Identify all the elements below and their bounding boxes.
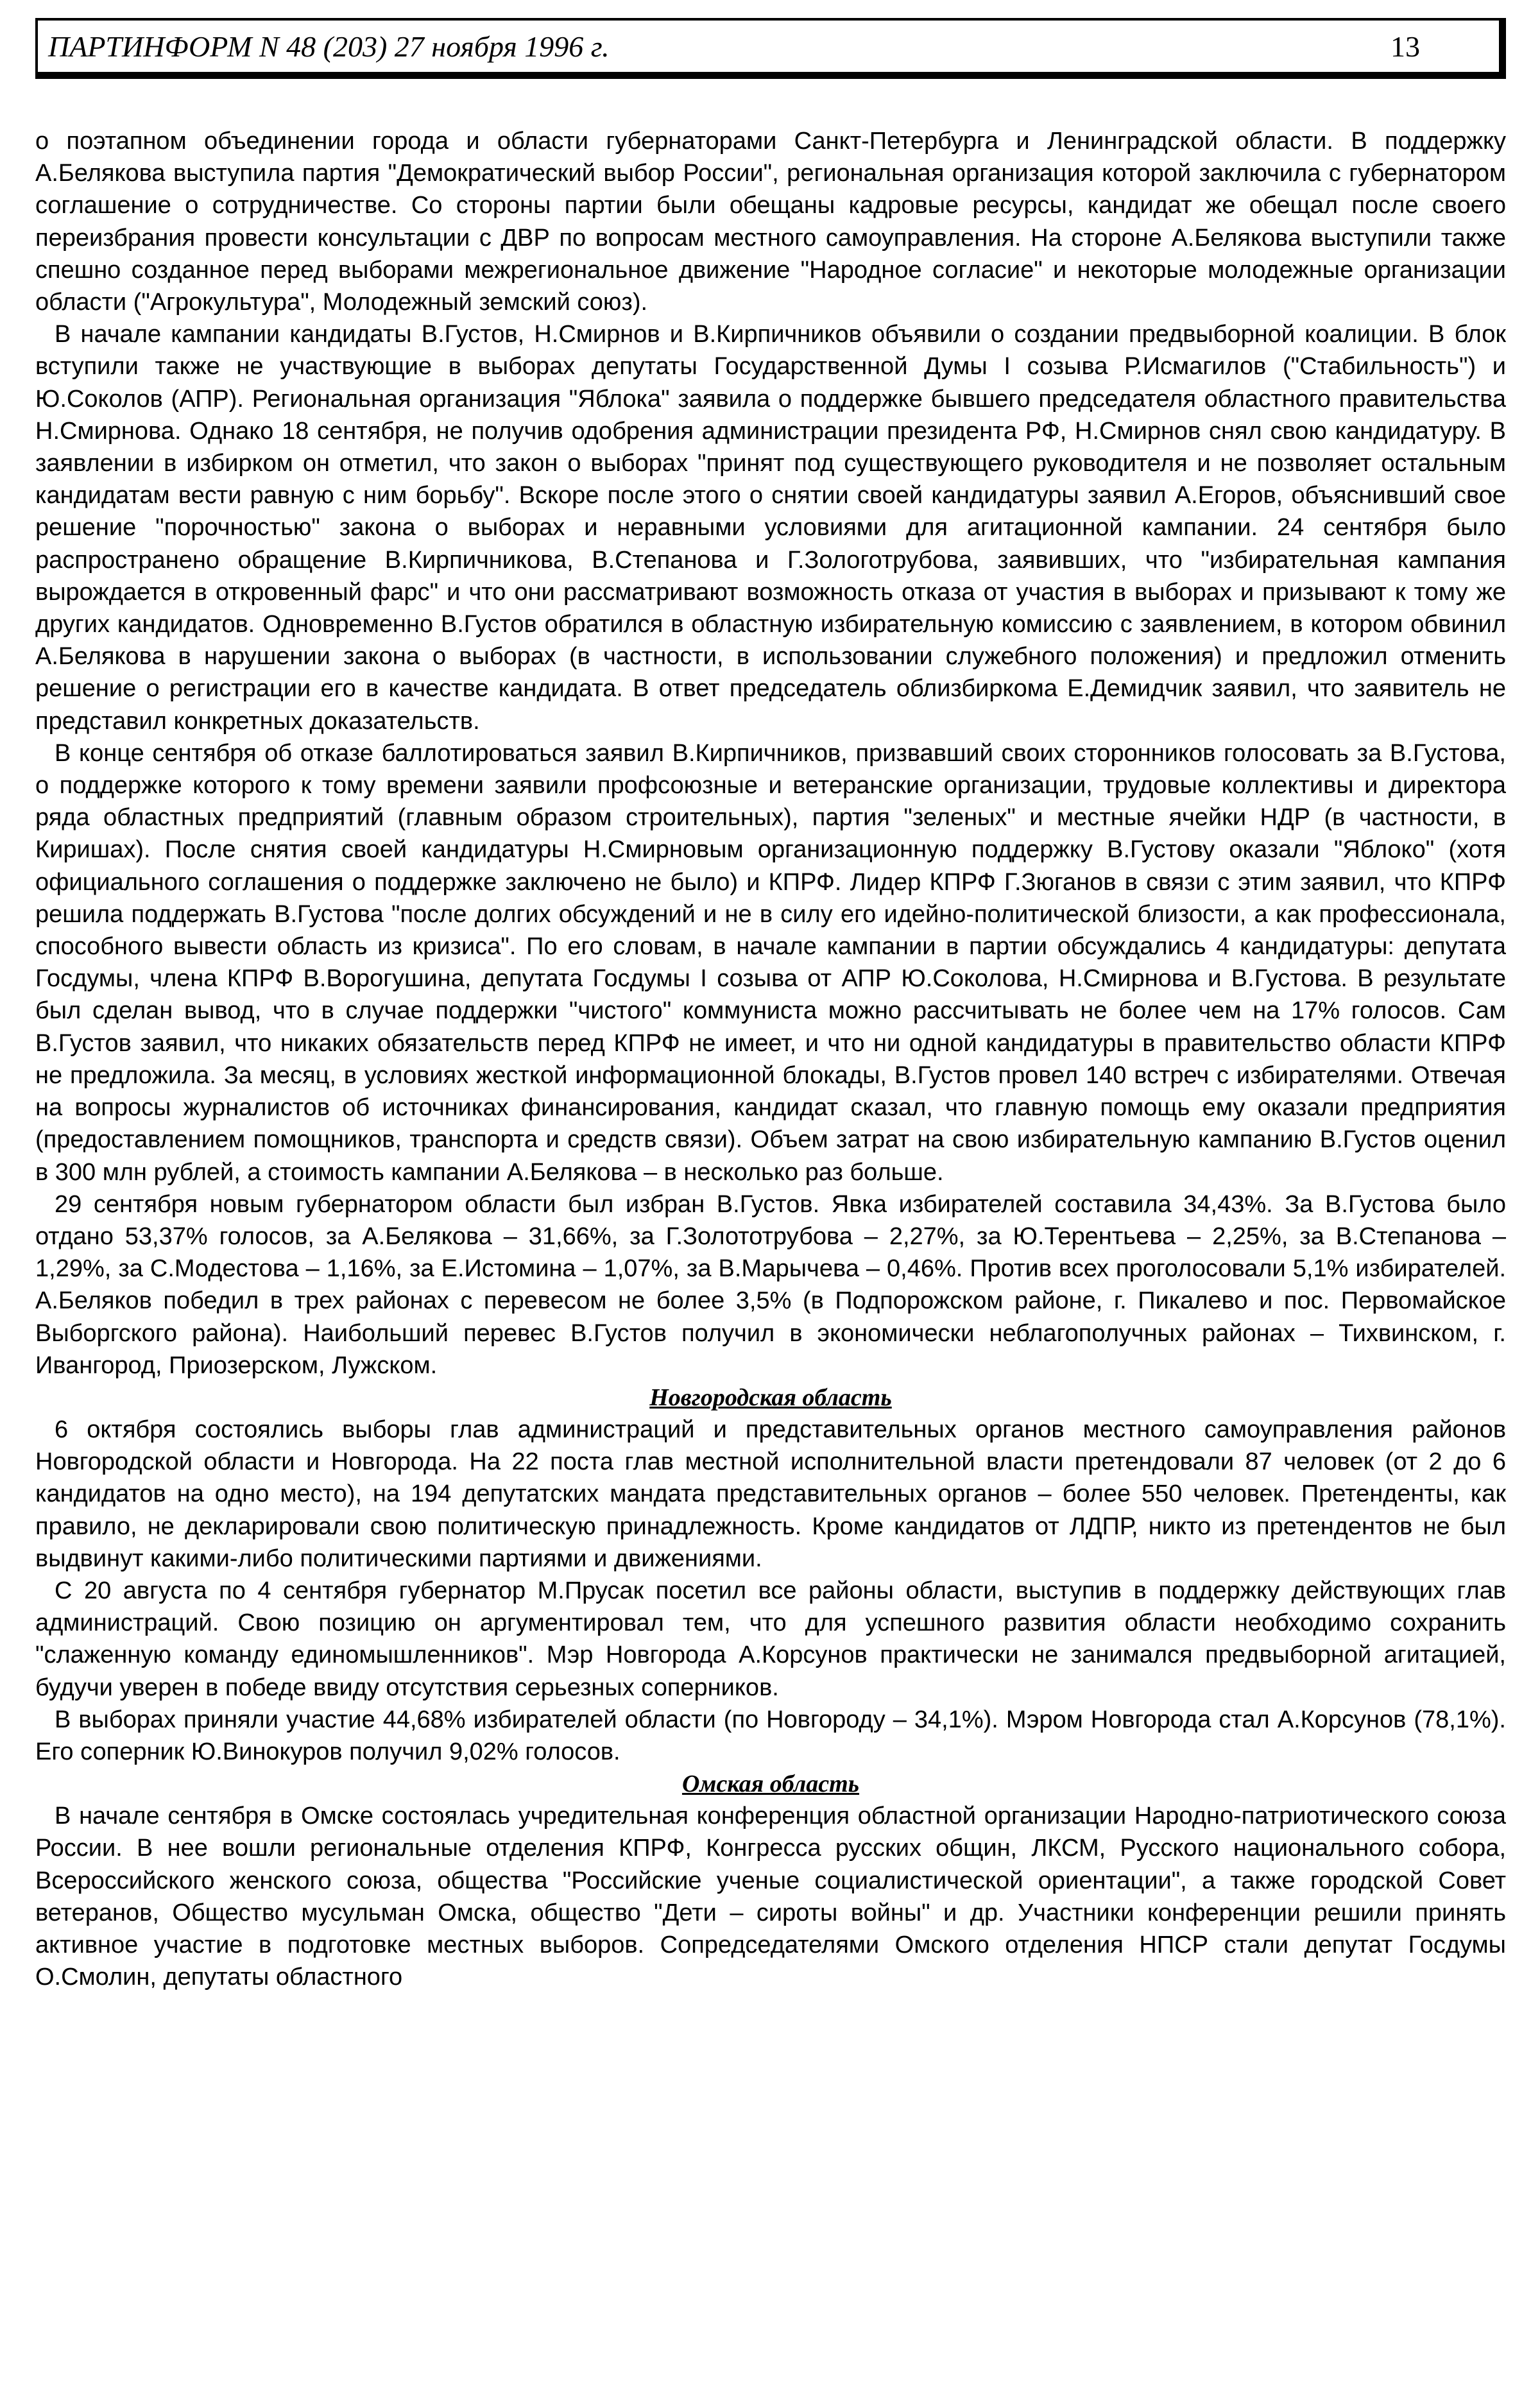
section-heading-novgorod: Новгородская область (649, 1384, 892, 1411)
paragraph: В начале кампании кандидаты В.Густов, Н.Смирнов и В.Кирпичников объявили о создании предвыборной коалиции. В блок вступили также не участвующие в выборах депутаты Государственной Думы I созыва Р.Исмагилов ("Стабильность") и Ю.Соколов (АПР). Региональная организация "Яблока" заявила о поддержке бывшего председателя областного правительства Н.Смирнова. Однако 18 сентября, не получив одобрения администрации президента РФ, Н.Смирнов снял свою кандидатуру. В заявлении в избирком он отметил, что закон о выборах "принят под существующего руководителя и не позволяет остальным кандидатам вести равную с ним борьбу". Вскоре после этого о снятии своей кандидатуры заявил А.Егоров, объяснивший свое решение "порочностью" закона о выборах и неравными условиями для агитационной кампании. 24 сентября было распространено обращение В.Кирпичникова, В.Степанова и Г.Зологотрубова, заявивших, что "избирательная кампания вырождается в откровенный фарс" и что они рассматривают возможность отказа от участия в выборах и призывают к тому же других кандидатов. Одновременно В.Густов обратился в областную избирательную комиссию с заявлением, в котором обвинил А.Белякова в нарушении закона о выборах (в частности, в использовании служебного положения) и предложил отменить решение о регистрации его в качестве кандидата. В ответ председатель облизбиркома Е.Демидчик заявил, что заявитель не представил конкретных доказательств. (35, 321, 1506, 735)
page-header (35, 18, 1506, 79)
section-heading-omsk: Омская область (681, 1770, 860, 1798)
paragraph: В выборах приняли участие 44,68% избирателей области (по Новгороду – 34,1%). Мэром Новгорода стал А.Корсунов (78,1%). Его соперник Ю.Винокуров получил 9,02% голосов. (35, 1706, 1506, 1765)
page-number: 13 (1390, 30, 1420, 63)
publication-title: ПАРТИНФОРМ N 48 (203) 27 ноября 1996 г. (48, 30, 610, 63)
paragraph: С 20 августа по 4 сентября губернатор М.Прусак посетил все районы области, выступив в поддержку действующих глав администраций. Свою позицию он аргументировал тем, что для успешного развития области необходимо сохранить "слаженную команду единомышленников". Мэр Новгорода А.Корсунов практически не занимался предвыборной агитацией, будучи уверен в победе ввиду отсутствия серьезных соперников. (35, 1577, 1506, 1701)
paragraph: В конце сентября об отказе баллотироваться заявил В.Кирпичников, призвавший своих сторонников голосовать за В.Густова, о поддержке которого к тому времени заявили профсоюзные и ветеранские организации, трудовые коллективы и директора ряда областных предприятий (главным образом строительных), партия "зеленых" и местные ячейки НДР (в частности, в Киришах). После снятия своей кандидатуры Н.Смирновым организационную поддержку В.Густову оказали "Яблоко" (хотя официального соглашения о поддержке заключено не было) и КПРФ. Лидер КПРФ Г.Зюганов в связи с этим заявил, что КПРФ решила поддержать В.Густова "после долгих обсуждений и не в силу его идейно-политической близости, а как профессионала, способного вывести область из кризиса". По его словам, в начале кампании в партии обсуждались 4 кандидатуры: депутата Госдумы, члена КПРФ В.Ворогушина, депутата Госдумы I созыва от АПР Ю.Соколова, Н.Смирнова и В.Густова. В результате был сделан вывод, что в случае поддержки "чистого" коммуниста можно рассчитывать не более чем на 17% голосов. Сам В.Густов заявил, что никаких обязательств перед КПРФ не имеет, и что ни одной кандидатуры в правительство области КПРФ не предложила. За месяц, в условиях жесткой информационной блокады, В.Густов провел 140 встреч с избирателями. Отвечая на вопросы журналистов об источниках финансирования, кандидат сказал, что главную помощь ему оказали предприятия (предоставлением помощников, транспорта и средств связи). Объем затрат на свою избирательную кампанию В.Густов оценил в 300 млн рублей, а стоимость кампании А.Белякова – в несколько раз больше. (35, 739, 1506, 1186)
paragraph: 29 сентября новым губернатором области был избран В.Густов. Явка избирателей составила 34,43%. За В.Густова было отдано 53,37% голосов, за А.Белякова – 31,66%, за Г.Золототрубова – 2,27%, за Ю.Терентьева – 2,25%, за В.Степанова – 1,29%, за С.Модестова – 1,16%, за Е.Истомина – 1,07%, за В.Марычева – 0,46%. Против всех проголосовали 5,1% избирателей. А.Беляков победил в трех районах с перевесом не более 3,5% (в Подпорожском районе, г. Пикалево и пос. Первомайское Выборгского района). Наибольший перевес В.Густов получил в экономически неблагополучных районах – Тихвинском, г. Ивангород, Приозерском, Лужском. (35, 1190, 1506, 1379)
article-body (35, 125, 1506, 1993)
paragraph: В начале сентября в Омске состоялась учредительная конференция областной организации Народно-патриотического союза России. В нее вошли региональные отделения КПРФ, Конгресса русских общин, ЛКСМ, Русского национального собора, Всероссийского женского союза, общества "Российские ученые социалистической ориентации", а также городской Совет ветеранов, Общество мусульман Омска, общество "Дети – сироты войны" и др. Участники конференции решили принять активное участие в подготовке местных выборов. Сопредседателями Омского отделения НПСР стали депутат Госдумы О.Смолин, депутаты областного (35, 1803, 1506, 1991)
paragraph: 6 октября состоялись выборы глав администраций и представительных органов местного самоуправления районов Новгородской области и Новгорода. На 22 поста глав местной исполнительной власти претендовали 87 человек (от 2 до 6 кандидатов на одно место), на 194 депутатских мандата представительных органов – более 550 человек. Претенденты, как правило, не декларировали свою политическую принадлежность. Кроме кандидатов от ЛДПР, никто из претендентов не был выдвинут какими-либо политическими партиями и движениями. (35, 1416, 1506, 1572)
paragraph: о поэтапном объединении города и области губернаторами Санкт-Петербурга и Ленинградской области. В поддержку А.Белякова выступила партия "Демократический выбор России", региональная организация которой заключила с губернатором соглашение о сотрудничестве. Со стороны партии были обещаны кадровые ресурсы, кандидат же обещал после своего переизбрания провести консультации с ДВР по вопросам местного самоуправления. На стороне А.Белякова выступили также спешно созданное перед выборами межрегиональное движение "Народное согласие" и некоторые молодежные организации области ("Агрокультура", Молодежный земский союз). (35, 128, 1506, 316)
